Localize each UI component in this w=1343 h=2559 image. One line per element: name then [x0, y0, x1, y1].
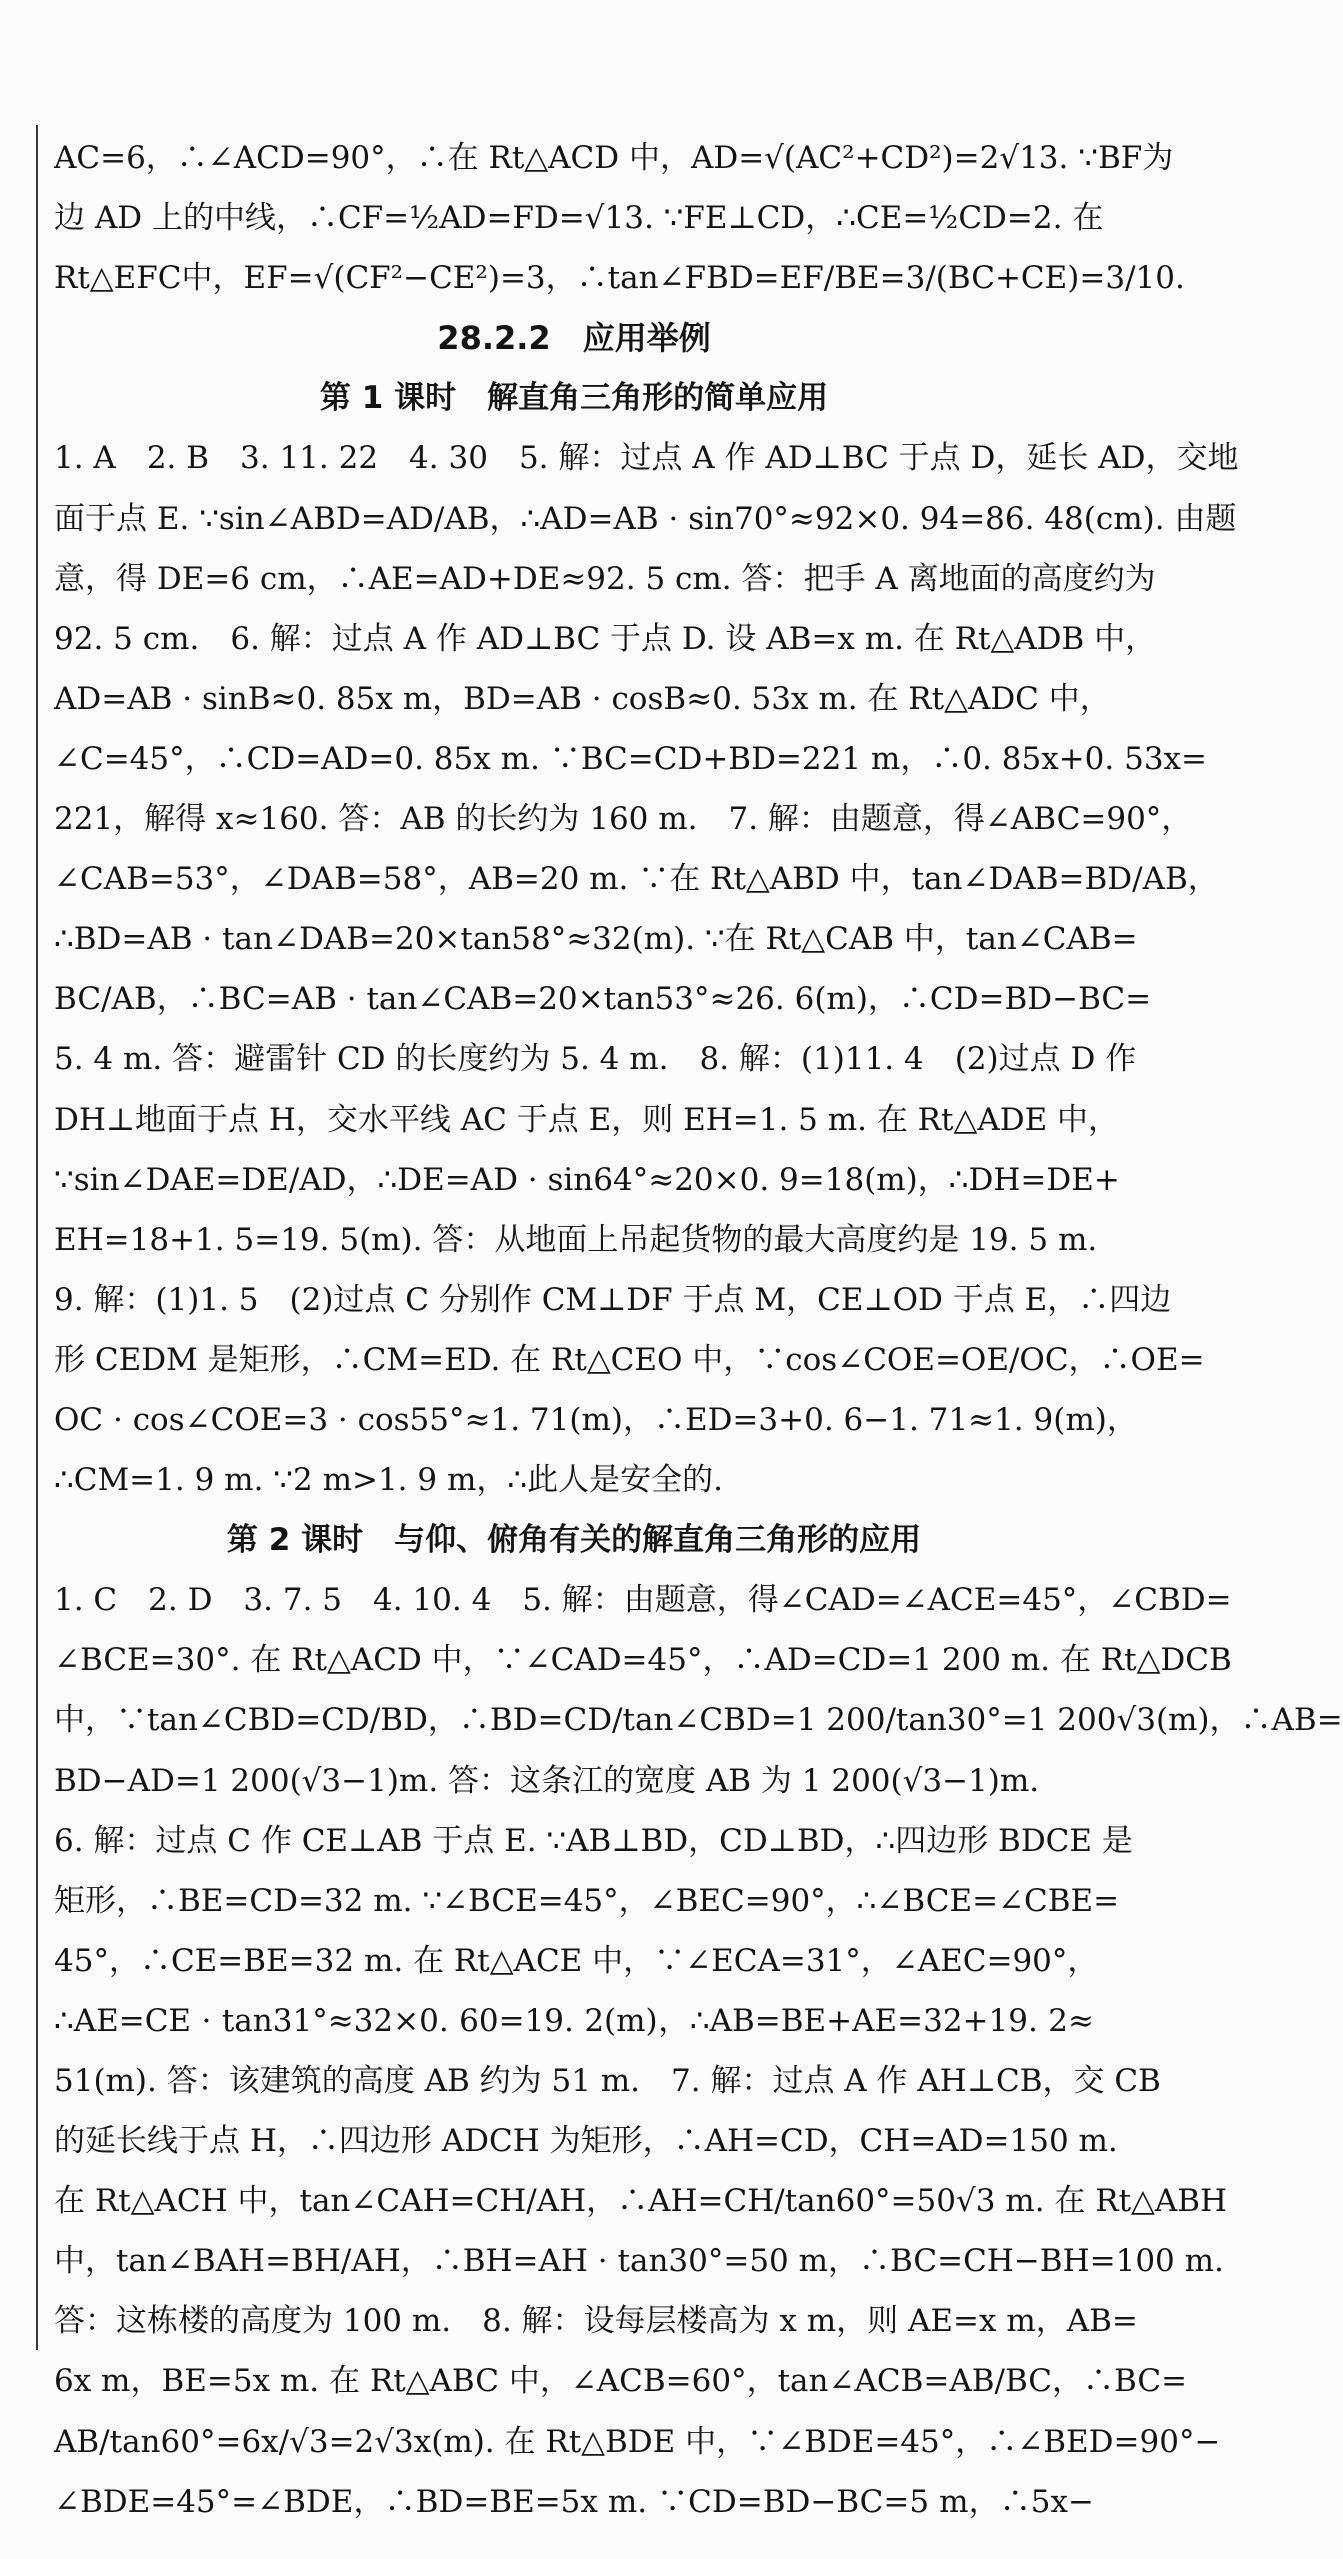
text-line: 的延长线于点 H，∴四边形 ADCH 为矩形，∴AH=CD，CH=AD=150 m.: [54, 2123, 1118, 2160]
text-line: AC=6，∴∠ACD=90°，∴在 Rt△ACD 中，AD=√(AC²+CD²)=2√13. ∵BF为: [54, 140, 1174, 176]
text-line: 92. 5 cm. 6. 解：过点 A 作 AD⊥BC 于点 D. 设 AB=x m. 在 Rt△ADB 中，: [54, 620, 1157, 657]
text-line: ∠BDE=45°=∠BDE，∴BD=BE=5x m. ∵CD=BD−BC=5 m，∴5x−: [54, 2483, 1094, 2520]
left-margin-rule: [36, 125, 38, 2350]
text-line: EH=18+1. 5=19. 5(m). 答：从地面上吊起货物的最大高度约是 19. 5 m.: [54, 1221, 1098, 1258]
text-line: ∠BCE=30°. 在 Rt△ACD 中，∵∠CAD=45°，∴AD=CD=1 200 m. 在 Rt△DCB: [54, 1642, 1232, 1679]
text-line: 51(m). 答：该建筑的高度 AB 约为 51 m. 7. 解：过点 A 作 AH⊥CB，交 CB: [54, 2063, 1161, 2099]
text-line: 1. A 2. B 3. 11. 22 4. 30 5. 解：过点 A 作 AD⊥BC 于点 D，延长 AD，交地: [54, 440, 1239, 477]
section-number: 28.2.2: [437, 319, 551, 358]
text-line: 6. 解：过点 C 作 CE⊥AB 于点 E. ∵AB⊥BD，CD⊥BD，∴四边形 BDCE 是: [54, 1822, 1133, 1859]
text-line: 221，解得 x≈160. 答：AB 的长约为 160 m. 7. 解：由题意，得∠ABC=90°，: [54, 801, 1193, 838]
lesson-1-heading: 第 1 课时 解直角三角形的简单应用: [319, 380, 829, 417]
text-line: 9. 解：(1)1. 5 (2)过点 C 分别作 CM⊥DF 于点 M，CE⊥OD 于点 E，∴四边: [54, 1281, 1172, 1318]
text-line: 面于点 E. ∵sin∠ABD=AD/AB，∴AD=AB · sin70°≈92×0. 94=86. 48(cm). 由题: [54, 500, 1237, 537]
text-line: ∠C=45°，∴CD=AD=0. 85x m. ∵BC=CD+BD=221 m，∴0. 85x+0. 53x=: [54, 740, 1207, 777]
text-line: 矩形，∴BE=CD=32 m. ∵∠BCE=45°，∠BEC=90°，∴∠BCE=∠CBE=: [54, 1882, 1120, 1919]
text-line: DH⊥地面于点 H，交水平线 AC 于点 E，则 EH=1. 5 m. 在 Rt△ADE 中，: [54, 1101, 1120, 1138]
text-line: ∴AE=CE · tan31°≈32×0. 60=19. 2(m)，∴AB=BE+AE=32+19. 2≈: [54, 2002, 1094, 2039]
text-line: 1. C 2. D 3. 7. 5 4. 10. 4 5. 解：由题意，得∠CAD=∠ACE=45°，∠CBD=: [54, 1582, 1232, 1619]
text-line: 中，∵tan∠CBD=CD/BD，∴BD=CD/tan∠CBD=1 200/tan30°=1 200√3(m)，∴AB=: [54, 1702, 1343, 1739]
text-line: BD−AD=1 200(√3−1)m. 答：这条江的宽度 AB 为 1 200(√3−1)m.: [54, 1762, 1040, 1799]
text-line: ∴BD=AB · tan∠DAB=20×tan58°≈32(m). ∵在 Rt△CAB 中，tan∠CAB=: [54, 921, 1138, 958]
text-line: 形 CEDM 是矩形，∴CM=ED. 在 Rt△CEO 中，∵cos∠COE=OE/OC，∴OE=: [54, 1341, 1205, 1378]
text-line: ∴CM=1. 9 m. ∵2 m>1. 9 m，∴此人是安全的.: [54, 1462, 723, 1499]
text-line: AD=AB · sinB≈0. 85x m，BD=AB · cosB≈0. 53x m. 在 Rt△ADC 中，: [54, 680, 1111, 717]
text-line: ∠CAB=53°，∠DAB=58°，AB=20 m. ∵在 Rt△ABD 中，tan∠DAB=BD/AB，: [54, 861, 1219, 898]
text-line: 边 AD 上的中线，∴CF=½AD=FD=√13. ∵FE⊥CD，∴CE=½CD=2. 在: [54, 200, 1104, 237]
text-line: 答：这栋楼的高度为 100 m. 8. 解：设每层楼高为 x m，则 AE=x m，AB=: [54, 2303, 1138, 2340]
text-line: 中，tan∠BAH=BH/AH，∴BH=AH · tan30°=50 m，∴BC=CH−BH=100 m.: [54, 2243, 1224, 2280]
text-line: BC/AB，∴BC=AB · tan∠CAB=20×tan53°≈26. 6(m)，∴CD=BD−BC=: [54, 981, 1152, 1018]
text-line: 6x m，BE=5x m. 在 Rt△ABC 中，∠ACB=60°，tan∠ACB=AB/BC，∴BC=: [54, 2363, 1188, 2400]
lesson-2-heading: 第 2 课时 与仰、俯角有关的解直角三角形的应用: [226, 1522, 922, 1559]
section-heading: [54, 308, 1094, 368]
text-line: ∵sin∠DAE=DE/AD，∴DE=AD · sin64°≈20×0. 9=18(m)，∴DH=DE+: [54, 1161, 1120, 1198]
text-body: [54, 128, 1343, 2532]
text-line: OC · cos∠COE=3 · cos55°≈1. 71(m)，∴ED=3+0. 6−1. 71≈1. 9(m)，: [54, 1401, 1138, 1438]
section-title: 应用举例: [582, 319, 711, 358]
text-line: Rt△EFC中，EF=√(CF²−CE²)=3，∴tan∠FBD=EF/BE=3/(BC+CE)=3/10.: [54, 260, 1185, 297]
text-line: 意，得 DE=6 cm，∴AE=AD+DE≈92. 5 cm. 答：把手 A 离地面的高度约为: [54, 560, 1156, 597]
text-line: 45°，∴CE=BE=32 m. 在 Rt△ACE 中，∵∠ECA=31°，∠AEC=90°，: [54, 1942, 1099, 1979]
text-line: AB/tan60°=6x/√3=2√3x(m). 在 Rt△BDE 中，∵∠BDE=45°，∴∠BED=90°−: [54, 2423, 1221, 2460]
text-line: 5. 4 m. 答：避雷针 CD 的长度约为 5. 4 m. 8. 解：(1)11. 4 (2)过点 D 作: [54, 1041, 1137, 1078]
text-line: 在 Rt△ACH 中，tan∠CAH=CH/AH，∴AH=CH/tan60°=50√3 m. 在 Rt△ABH: [54, 2183, 1228, 2220]
